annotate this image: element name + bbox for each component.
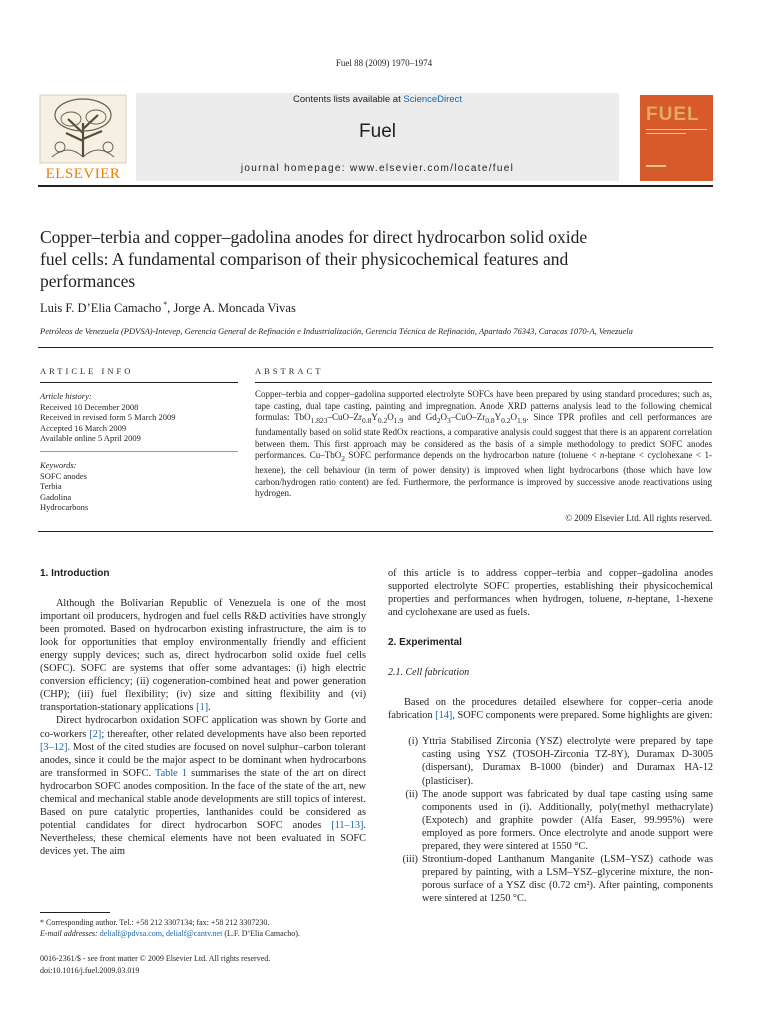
- keyword: SOFC anodes: [40, 470, 87, 481]
- contents-prefix: Contents lists available at: [293, 94, 404, 105]
- abstract-text: Copper–terbia and copper–gadolina supported electrolyte SOFCs have been prepared by using standard procedures; such as, tape casting, dual tape casting, painting and impregnation. Anode XRD patterns analysis lead to the following chemical formulas: $TbO_{1.823}-CuO-Zr_{0.8}Y_{0.2}O_{1.9}$ and $Gd_2O_3-CuO-Zr_{0.8}Y_{0.2}O_{1.9}$. Since TPR profiles and cell performances are fundamentally based on solid state RedOx reactions, a comparative analysis could suggest that there is an apparent correlation between them. This first approach may be considered as the basis of a simple methodology to predict SOFC anodes performances. Cu–TbO$_2$ SOFC performance depends on the hydrocarbon nature (toluene < n-heptane < cyclohexane < 1-hexene), the cell behaviour (in term of power density) is improved when light hydrocarbons (those which have low carbon/hydrogen ratio content) are fed. Furthermore, the performance is improved by successive anode reactivations using hydrogen.: [255, 389, 712, 499]
- author-list: [40, 300, 296, 316]
- reference-link[interactable]: [2]: [89, 728, 102, 740]
- contents-availability: [136, 94, 619, 105]
- article-info-rule: [40, 382, 238, 383]
- reference-link[interactable]: [14]: [435, 710, 453, 722]
- article-info-separator: [40, 451, 238, 452]
- list-text: Yttria Stabilised Zirconia (YSZ) electrolyte were prepared by tape casting using YSZ (TOSOH-Zirconia TZ-8Y), Duramax D-3005 (dispersant), Duramax B-1000 (binder) and Duramax HA-12 (plasticiser).: [422, 736, 713, 787]
- cell-fabrication-heading: 2.1. Cell fabrication: [388, 667, 470, 679]
- article-info-heading: ARTICLE INFO: [40, 366, 134, 376]
- cover-title: FUEL: [646, 104, 700, 125]
- list-number: (ii): [405, 788, 418, 800]
- list-text: Strontium-doped Lanthanum Manganite (LSM–YSZ) cathode was prepared by painting, with a LSM–YSZ–glycerine mixture, the non-porous surface of a YSZ disc (0.72 cm²). After painting, components were sintered at 1250 °C.: [422, 853, 713, 904]
- email-link[interactable]: delialf@pdvsa.com: [99, 929, 162, 938]
- keyword: Gadolina: [40, 491, 72, 502]
- abstract-copyright: © 2009 Elsevier Ltd. All rights reserved.: [565, 513, 712, 523]
- intro-paragraph: Although the Bolivarian Republic of Venezuela is one of the most important oil producers, hydrogen and fuel cells R&D activities have strongly been promoted. Based on hydrocarbon existing infrastructure, the aim is to look for opportunities that employ environmentally friendly and efficient energy supply devices; such as, direct hydrocarbon solid oxide fuel cells (SOFC). SOFC are systems that offer some advantages: (i) high electric conversion efficiency; (ii) cogeneration-combined heat and power generation (CHP); (iii) fuel flexibility; (iv) size and sitting flexibility and (vi) transportation-stationary applications [1].: [40, 598, 366, 714]
- body-right-column: [388, 567, 713, 905]
- list-item: [388, 853, 713, 905]
- intro-continued-paragraph: of this article is to address copper–terbia and copper–gadolina anodes supported electrolyte SOFC properties, establishing their physicochemical properties and performances when hydrogen, toluene, n-heptane, 1-hexene and cyclohexane are used as fuels.: [388, 568, 713, 619]
- abstract-rule: [255, 382, 712, 383]
- body-left-column: [40, 567, 366, 858]
- keywords-block: [40, 460, 238, 513]
- experimental-paragraph: Based on the procedures detailed elsewhere for copper–ceria anode fabrication [14], SOFC components were prepared. Some highlights are given:: [388, 697, 713, 722]
- header-rule: [38, 185, 713, 187]
- author-separator: ,: [167, 301, 174, 316]
- journal-cover-image: [640, 95, 713, 181]
- keywords-label: Keywords:: [40, 460, 77, 470]
- email-link[interactable]: delialf@cantv.net: [165, 929, 223, 938]
- elsevier-tree-icon: [38, 93, 128, 165]
- article-title: Copper–terbia and copper–gadolina anodes for direct hydrocarbon solid oxide fuel cells: A fundamental comparison of their physicochemical features and performances: [40, 227, 588, 291]
- abstract-bottom-rule: [38, 531, 713, 532]
- cover-decoration-icon: [640, 95, 713, 181]
- page-footer: [40, 953, 440, 977]
- reference-link[interactable]: [1]: [196, 702, 209, 714]
- list-item: [388, 788, 713, 853]
- introduction-heading: 1. Introduction: [40, 568, 110, 579]
- corresponding-author-note: * Corresponding author. Tel.: +58 212 3307134; fax: +58 212 3307230.: [40, 918, 270, 927]
- section-rule: [38, 347, 713, 348]
- abstract-heading: ABSTRACT: [255, 366, 324, 376]
- footnote: [40, 917, 540, 939]
- elsevier-wordmark: ELSEVIER: [45, 166, 121, 182]
- author-affiliation: Petróleos de Venezuela (PDVSA)-Intevep, Gerencia General de Refinación e Industrialización, Gerencia Técnica de Refinación, Apartado 76343, Caracas 1070-A, Venezuela: [40, 326, 633, 336]
- email-addresses: E-mail addresses: delialf@pdvsa.com, delialf@cantv.net (L.F. D’Elia Camacho).: [40, 929, 300, 938]
- corresponding-author-mark[interactable]: *: [161, 300, 168, 309]
- journal-name: Fuel: [359, 121, 396, 142]
- author-name: Luis F. D’Elia Camacho: [40, 301, 162, 316]
- reference-link[interactable]: [11–13]: [331, 819, 364, 831]
- keyword: Hydrocarbons: [40, 502, 89, 512]
- reference-link[interactable]: [3–12]: [40, 741, 68, 753]
- footnote-rule: [40, 912, 110, 913]
- accepted-date: Accepted 16 March 2009: [40, 422, 127, 433]
- article-history: [40, 391, 238, 444]
- journal-citation: Fuel 88 (2009) 1970–1974: [335, 58, 433, 68]
- doi-line[interactable]: doi:10.1016/j.fuel.2009.03.019: [40, 966, 140, 975]
- intro-paragraph: Direct hydrocarbon oxidation SOFC application was shown by Gorte and co-workers [2]; thereafter, other related developments have also been reported [3–12]. Most of the cited studies are focused on novel sulphur–carbon tolerant anodes, since it could be the major aspect to be dominant when hydrocarbons are transformed in SOFC. Table 1 summarises the state of the art on direct hydrocarbon SOFC anodes composition. In the face of the state of the art, new chemical and mechanical stable anode developments are still topics of interest. Based on pure catalytic properties, lanthanides could be considered as potential candidates for direct hydrocarbon SOFC anodes [11–13]. Nevertheless, these chemical elements have not been evaluated in SOFC devices yet. The aim: [40, 715, 366, 857]
- received-date: Received 10 December 2008: [40, 401, 139, 412]
- experimental-heading: 2. Experimental: [388, 637, 462, 649]
- online-date: Available online 5 April 2009: [40, 433, 141, 443]
- list-number: (i): [408, 736, 418, 748]
- history-label: Article history:: [40, 391, 92, 401]
- revised-date: Received in revised form 5 March 2009: [40, 412, 176, 422]
- list-number: (iii): [402, 853, 418, 865]
- issn-line: 0016-2361/$ - see front matter © 2009 Elsevier Ltd. All rights reserved.: [40, 954, 271, 963]
- journal-homepage[interactable]: journal homepage: www.elsevier.com/locate/fuel: [240, 163, 515, 174]
- list-text: The anode support was fabricated by dual tape casting using same components used in (i). Additionally, poly(methyl methacrylate) (Expotech) and graphite powder (Alfa Easer, 99.995%) were employed as pore formers. Once electrolyte and anode support were prepared, they were sintered at 1550 °C.: [422, 788, 713, 852]
- keyword: Terbia: [40, 481, 62, 491]
- table-link[interactable]: Table 1: [155, 767, 188, 779]
- author-name: Jorge A. Moncada Vivas: [173, 301, 296, 316]
- list-item: [388, 735, 713, 787]
- sciencedirect-link[interactable]: ScienceDirect: [403, 94, 462, 105]
- elsevier-logo: [38, 93, 128, 183]
